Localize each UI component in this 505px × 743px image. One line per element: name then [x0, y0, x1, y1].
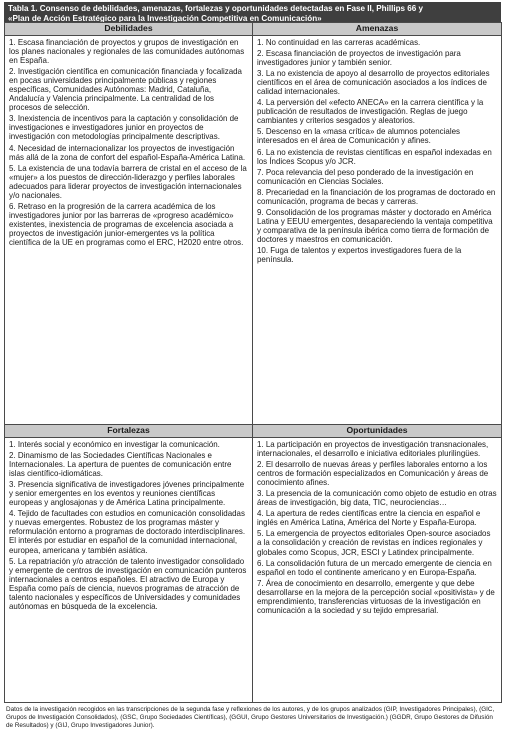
caption-line-1: Tabla 1. Consenso de debilidades, amenazas, fortalezas y oportunidades detectadas en Fase II, Phillips 66 y	[8, 4, 424, 13]
amenazas-item: 3. La no existencia de apoyo al desarrollo de proyectos editoriales científicos en el área de comunicación asociados a los índices de calidad internacionales.	[257, 69, 490, 97]
oportunidades-header: Oportunidades	[253, 425, 502, 438]
fortalezas-cell	[5, 438, 253, 703]
fortalezas-item: 2. Dinamismo de las Sociedades Científicas Nacionales e Internacionales. La apertura de puentes de comunicación entre islas científico-idiomáticas.	[9, 451, 232, 479]
fortalezas-item: 3. Presencia significativa de investigadores jóvenes principalmente y senior emergentes en los eventos y reuniones científicas europeas y anglosajonas y de América Latina principalmente.	[9, 480, 245, 508]
amenazas-item: 8. Precariedad en la financiación de los programas de doctorado en comunicación, programa de becas y carreras.	[257, 187, 496, 206]
oportunidades-item: 1. La participación en proyectos de investigación transnacionales, internacionales, el desarrollo e iniciativa editoriales plurilingües.	[257, 440, 489, 459]
oportunidades-item: 7. Área de conocimiento en desarrollo, emergente y que debe desarrollarse en la mejora de la percepción social «positivista» y de emprendimiento, transferencias virtuosas de la investigación en comunicación a la sociedad y su tejido empresarial.	[257, 578, 495, 615]
amenazas-item: 1. No continuidad en las carreras académicas.	[257, 38, 421, 47]
amenazas-item: 6. La no existencia de revistas científicas en español indexadas en los Índices Scopus y/o JCR.	[257, 147, 492, 166]
debilidades-list	[5, 36, 252, 250]
fortalezas-item: 5. La repatriación y/o atracción de talento investigador consolidado y emergente de centros de investigación en comunicación punteros internacionales a centros españoles. El atractivo de Europa y España como país de ciencia, nuevos programas de atracción de talento nacionales y específicos de Universidades y comunidades autónomas en búsqueda de la excelencia.	[9, 556, 247, 611]
debilidades-item: 2. Investigación científica en comunicación financiada y focalizada en pocas universidades principalmente públicas y regiones específicas, Comunidades Autónomas: Madrid, Cataluña, Andalucía y Valencia principalmente. La centralidad de los procesos de selección.	[9, 67, 242, 113]
amenazas-list	[253, 36, 501, 267]
debilidades-item: 6. Retraso en la progresión de la carrera académica de los investigadores junior por las barreras de «progreso académico» existentes, inexistencia de programas de excelencia asociada a proyectos de investigación junior-emergentes vs la política científica de la UE en programas como el ERC, H2020 entre otros.	[9, 201, 244, 247]
fortalezas-item: 4. Tejido de facultades con estudios en comunicación consolidadas y nuevas emergentes. Robustez de los programas máster y reformulación entorno a programas de doctorado interdisciplinares. El interés por estudiar en español de la comunidad internacional, europea, americana y también asiática.	[9, 509, 246, 555]
amenazas-item: 9. Consolidación de los programas máster y doctorado en América Latina y EEUU emergentes, desapareciendo la ventaja competitiva y comparativa de la península ibérica como tierra de formación de doctores y maestros en comunicación.	[257, 207, 493, 244]
amenazas-item: 2. Escasa financiación de proyectos de investigación para investigadores junior y también senior.	[257, 49, 461, 68]
amenazas-item: 5. Descenso en la «masa crítica» de alumnos potenciales interesados en el área de Comunicación y afines.	[257, 127, 460, 146]
oportunidades-item: 3. La presencia de la comunicación como objeto de estudio en otras áreas de investigación, big data, TIC, neurociencias…	[257, 489, 497, 508]
amenazas-item: 10. Fuga de talentos y expertos investigadores fuera de la península.	[257, 245, 462, 265]
oportunidades-item: 2. El desarrollo de nuevas áreas y perfiles laborales entorno a los centros de formación especializados en Comunicación y áreas de conocimiento afines.	[257, 460, 489, 488]
debilidades-item: 1. Escasa financiación de proyectos y grupos de investigación en los planes nacionales y regionales de las comunidades autónomas en España.	[9, 38, 245, 66]
fortalezas-list	[5, 438, 252, 614]
table-caption	[4, 2, 501, 22]
fortalezas-header: Fortalezas	[5, 425, 253, 438]
amenazas-item: 4. La perversión del «efecto ANECA» en la carrera científica y la publicación de resultados de investigación. Reglas de juego cambiantes y criterios sesgados y aleatorios.	[257, 98, 484, 126]
oportunidades-item: 6. La consolidación futura de un mercado emergente de ciencia en español en todo el continente americano y en Europa-España.	[257, 558, 492, 577]
debilidades-item: 4. Necesidad de internacionalizar los proyectos de investigación más allá de la zona de confort del español-España-América Latina.	[9, 143, 246, 162]
table-footnote: Datos de la investigación recogidos en las transcripciones de la segunda fase y reflexiones de los autores, y de los grupos analizados (GIP, Investigadores Principales), (GIC, Grupos de Investigación Consolidados), (GSC, Grupo Sociedades Científicas), (GGUI, Grupo Gestores Universitarios de Investigación.) (GGDR, Grupo Gestores de Difusión de Resultados) y (GIJ, Grupo Investigadores Junior).	[6, 706, 495, 730]
debilidades-header: Debilidades	[5, 23, 253, 36]
oportunidades-item: 5. La emergencia de proyectos editoriales Open-source asociados a la consolidación y creación de revistas en índices regionales y globales como Scopus, JCR, ESCI y Latindex principalmente.	[257, 529, 491, 557]
caption-line-2: «Plan de Acción Estratégico para la Investigación Competitiva en Comunicación»	[8, 13, 322, 22]
oportunidades-item: 4. La apertura de redes científicas entre la ciencia en español e inglés en América Latina, América del Norte y España-Europa.	[257, 509, 481, 528]
amenazas-item: 7. Poca relevancia del peso ponderado de la investigación en comunicación en Ciencias Sociales.	[257, 167, 474, 186]
fortalezas-item: 1. Interés social y económico en investigar la comunicación.	[9, 440, 220, 449]
amenazas-header: Amenazas	[253, 23, 502, 36]
oportunidades-list	[253, 438, 501, 618]
debilidades-item: 3. Inexistencia de incentivos para la captación y consolidación de investigaciones e investigadores junior en proyectos de investigación con metodologías principalmente descriptivas.	[9, 114, 239, 142]
swot-table	[4, 22, 502, 703]
oportunidades-cell	[253, 438, 502, 703]
amenazas-cell	[253, 36, 502, 425]
table-figure	[4, 2, 501, 741]
debilidades-cell	[5, 36, 253, 425]
debilidades-item: 5. La existencia de una todavía barrera de cristal en el acceso de la «mujer» a los puestos de dirección-liderazgo y perfiles laborales adecuados para liderar proyectos de investigación internacionales y/o nacionales.	[9, 163, 247, 200]
